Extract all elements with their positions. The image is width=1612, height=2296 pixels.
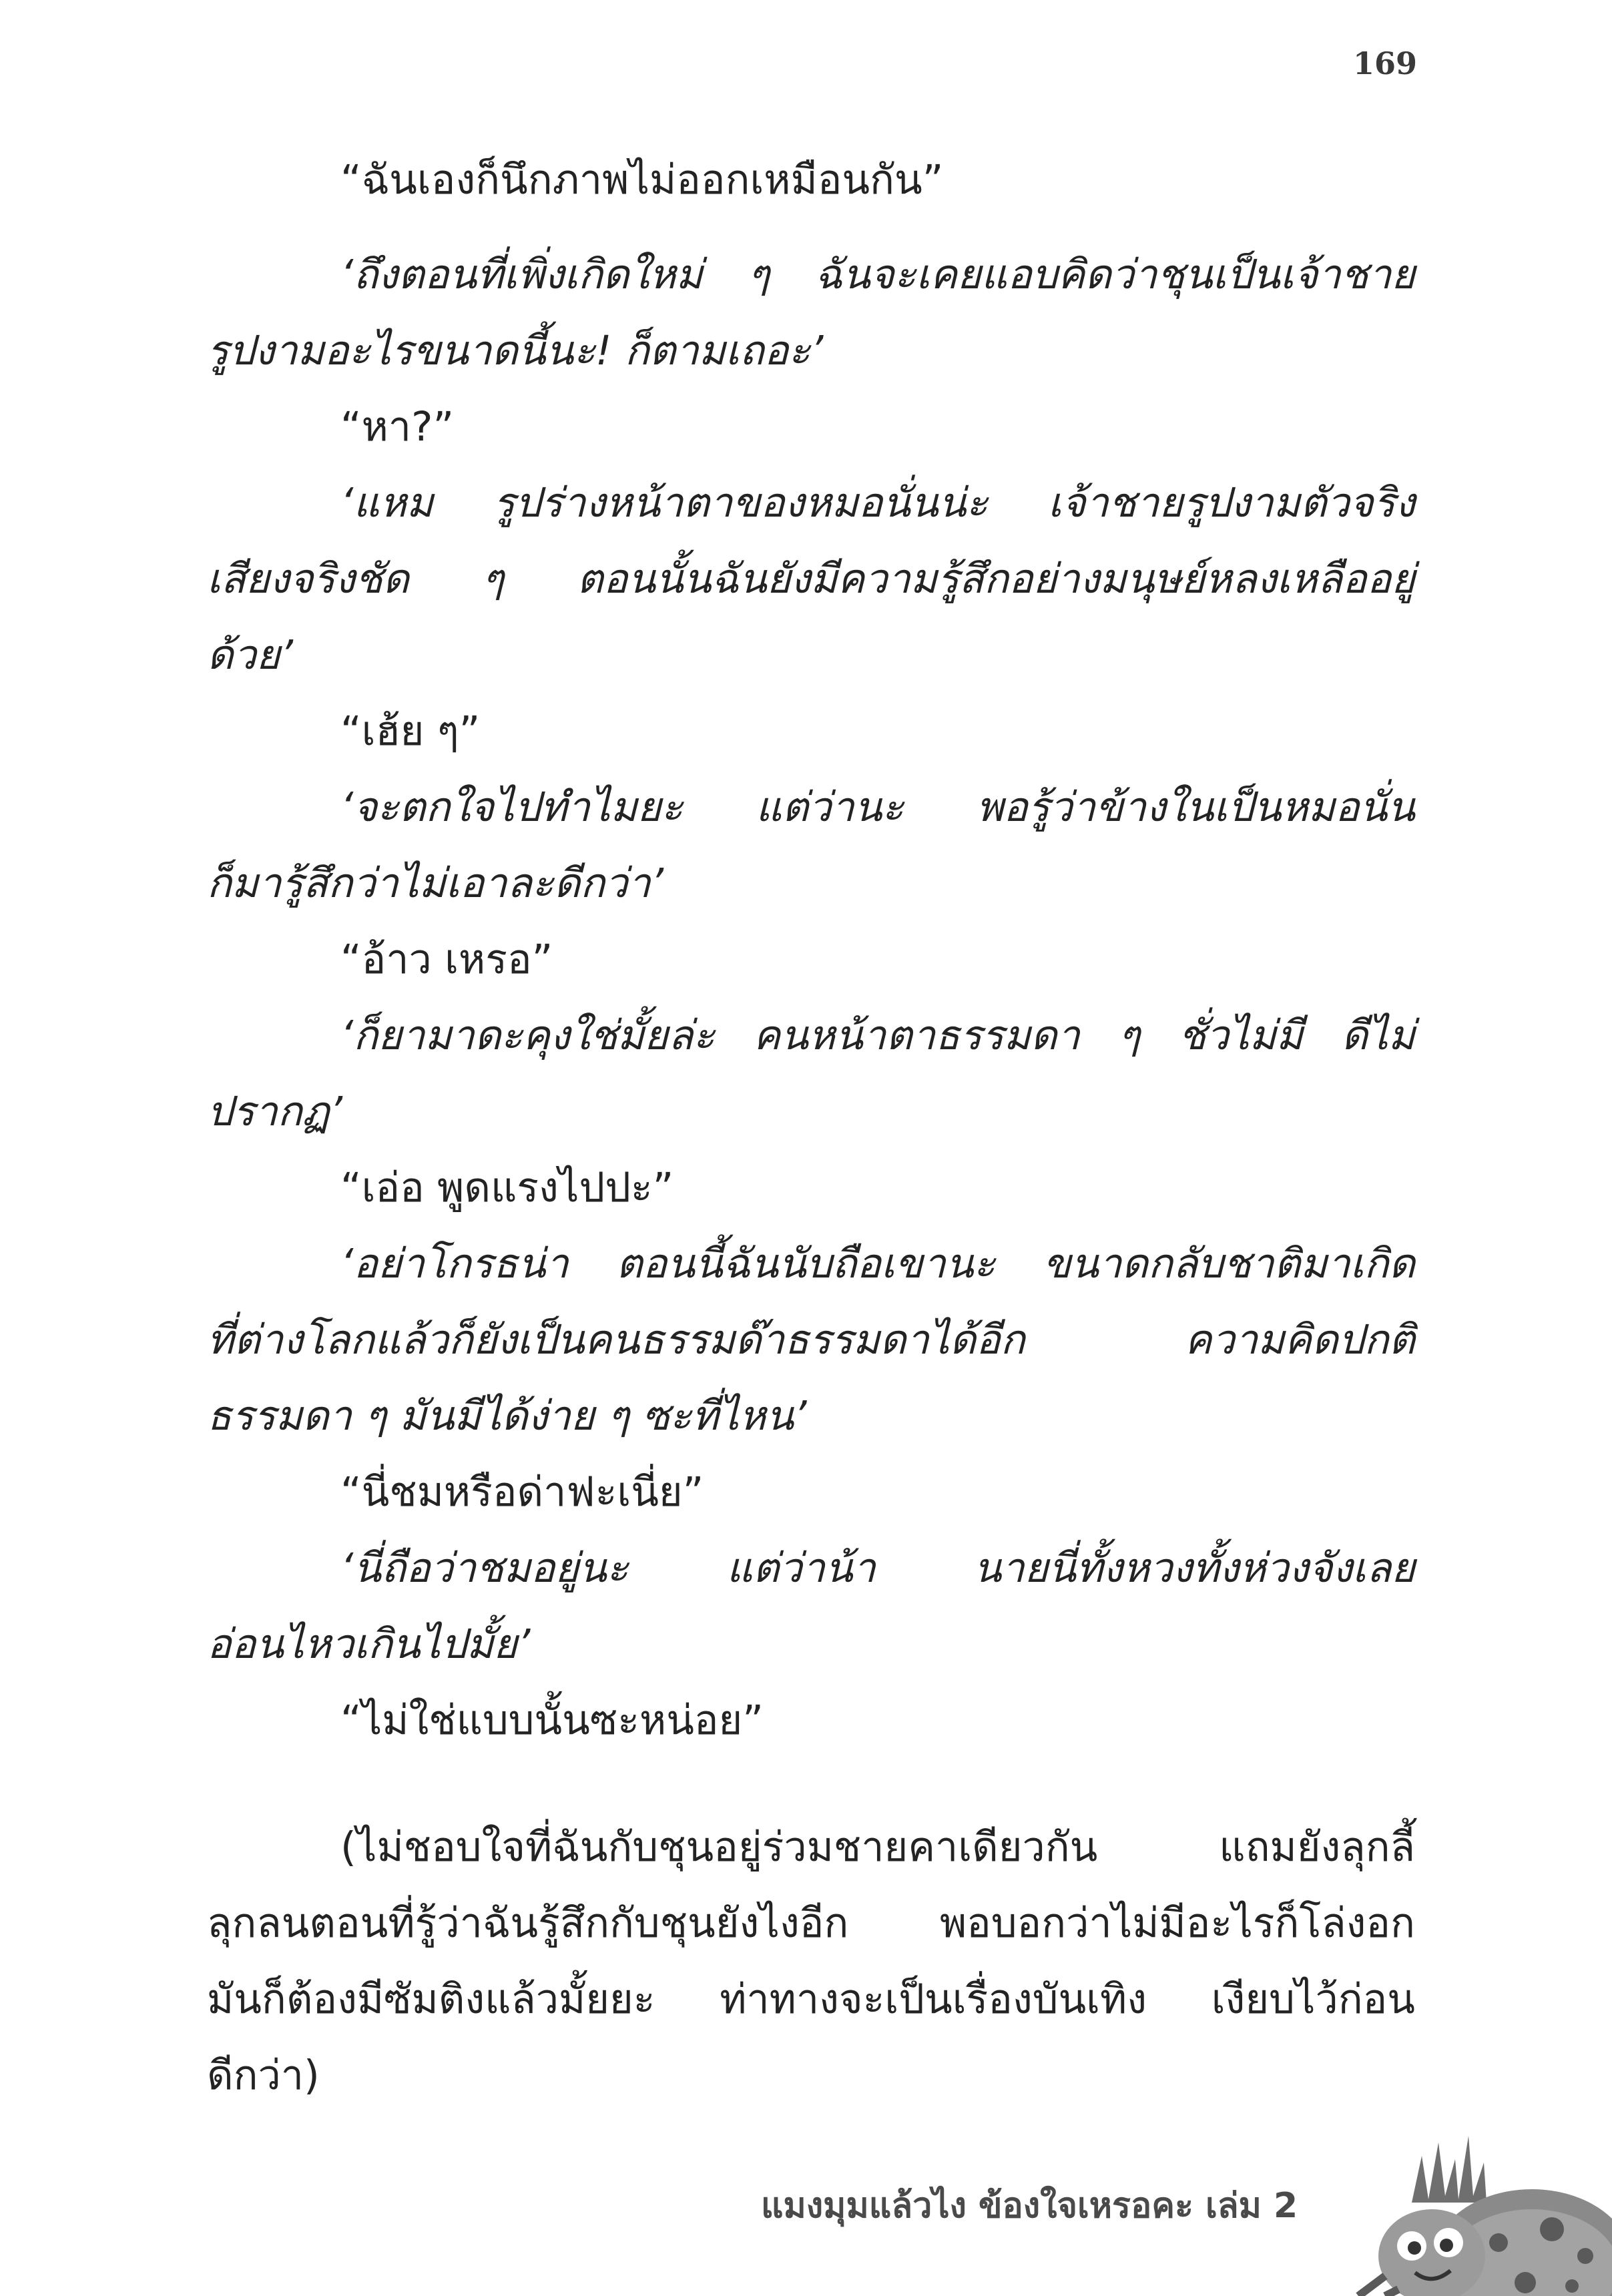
text-line: อ่อนไหวเกินไปมั้ย’ [207, 1621, 531, 1668]
text-line: ก็มารู้สึกว่าไม่เอาละดีกว่า’ [207, 860, 664, 907]
text-line: ธรรมดา ๆ มันมีได้ง่าย ๆ ซะที่ไหน’ [207, 1392, 807, 1440]
text-line: ปรากฏ’ [207, 1088, 343, 1135]
text-line: เสียงจริงชัด ๆ ตอนนั้นฉันยังมีความรู้สึกอย่างมนุษย์หลงเหลืออยู่ [207, 555, 1415, 603]
text-line: ลุกลนตอนที่รู้ว่าฉันรู้สึกกับชุนยังไงอีก พอบอกว่าไม่มีอะไรก็โล่งอก [207, 1900, 1415, 1947]
text-line: ‘นี่ถือว่าชมอยู่นะ แต่ว่าน้า นายนี่ทั้งหวงทั้งห่วงจังเลย [340, 1544, 1415, 1592]
text-line: “หา?” [340, 403, 455, 451]
text-line: ‘ก็ยามาดะคุงใช่มั้ยล่ะ คนหน้าตาธรรมดา ๆ ชั่วไม่มี ดีไม่ [340, 1012, 1415, 1059]
text-line: “เอ่อ พูดแรงไปปะ” [340, 1164, 674, 1211]
text-line: “นี่ชมหรือด่าฟะเนี่ย” [340, 1468, 704, 1516]
text-line: มันก็ต้องมีซัมติงแล้วมั้ยยะ ท่าทางจะเป็นเรื่องบันเทิง เงียบไว้ก่อน [207, 1976, 1415, 2023]
book-title-footer: แมงมุมแล้วไง ข้องใจเหรอคะ เล่ม 2 [761, 2186, 1298, 2226]
text-line: ที่ต่างโลกแล้วก็ยังเป็นคนธรรมด๊าธรรมดาได้อีก ความคิดปกติ [207, 1316, 1415, 1364]
text-line: “เฮ้ย ๆ” [340, 707, 481, 755]
text-line: ‘อย่าโกรธน่า ตอนนี้ฉันนับถือเขานะ ขนาดกลับชาติมาเกิด [340, 1240, 1415, 1287]
text-line: (ไม่ชอบใจที่ฉันกับชุนอยู่ร่วมชายคาเดียวกัน แถมยังลุกลี้ [340, 1823, 1415, 1871]
text-line: ด้วย’ [207, 631, 293, 679]
text-line: “ฉันเองก็นึกภาพไม่ออกเหมือนกัน” [340, 156, 944, 204]
text-line: รูปงามอะไรขนาดนี้นะ! ก็ตามเถอะ’ [207, 327, 824, 374]
page-number: 169 [1352, 45, 1417, 81]
text-line: ดีกว่า) [207, 2052, 320, 2099]
text-line: ‘จะตกใจไปทำไมยะ แต่ว่านะ พอรู้ว่าข้างในเป็นหมอนั่น [340, 784, 1415, 831]
text-line: ‘ถึงตอนที่เพิ่งเกิดใหม่ ๆ ฉันจะเคยแอบคิดว่าชุนเป็นเจ้าชาย [340, 251, 1415, 298]
text-line: “ไม่ใช่แบบนั้นซะหน่อย” [340, 1697, 764, 1744]
text-line: “อ้าว เหรอ” [340, 936, 553, 983]
text-line: ‘แหม รูปร่างหน้าตาของหมอนั่นน่ะ เจ้าชายรูปงามตัวจริง [340, 479, 1415, 527]
spider-mascot-icon [1332, 2129, 1612, 2296]
